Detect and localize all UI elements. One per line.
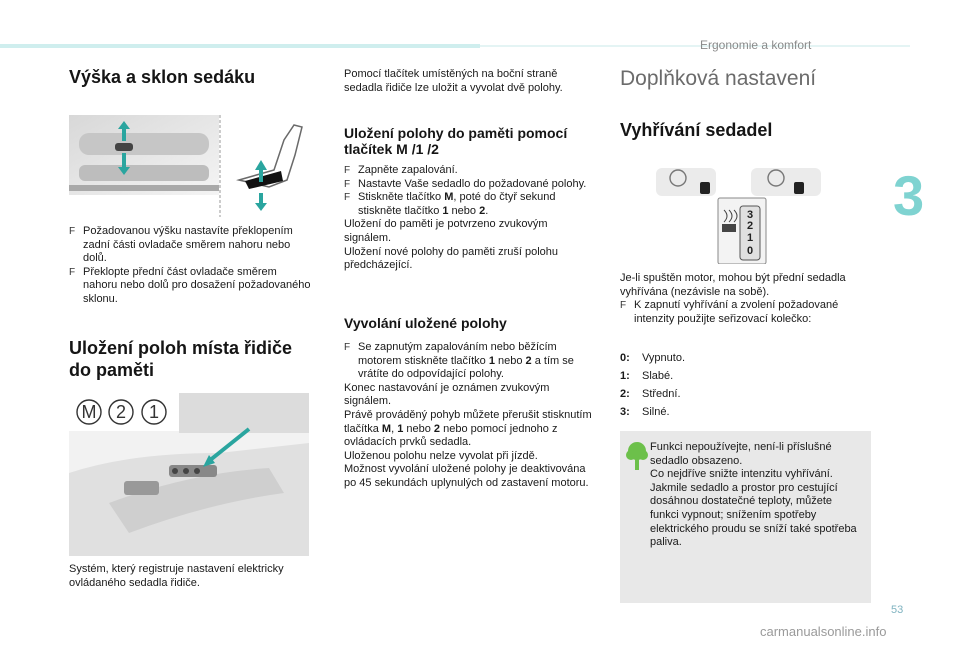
recall-instructions [344, 341, 599, 491]
heating-levels-list [620, 349, 685, 421]
seat-heating-illustration [656, 160, 828, 264]
memory-2-button-label: 2 [115, 402, 127, 422]
seat-adjust-illustration [69, 115, 309, 217]
title-memory: Uložení poloh místa řidiče do paměti [69, 338, 293, 380]
seat-height-instructions [69, 225, 314, 307]
memory-intro: Pomocí tlačítek umístěných na boční straně sedadla řidiče lze uložit a vyvolat dvě polohy. [344, 68, 563, 94]
memory-m-button-label: M [81, 402, 97, 422]
store-instructions [344, 164, 594, 273]
tree-icon [626, 441, 648, 471]
list-item: F Nastavte Vaše sedadlo do požadované polohy. [344, 178, 594, 192]
level-row: 3: Silné. [620, 406, 670, 418]
list-item: F Zapněte zapalování. [344, 164, 594, 178]
paragraph: Právě prováděný pohyb můžete přerušit stisknutím tlačítka M, 1 nebo 2 nebo pomocí jednoho z ovládacích prvků sedadla. [344, 408, 592, 449]
subtitle-recall-position: Vyvolání uložené polohy [344, 315, 507, 331]
level-row: 0: Vypnuto. [620, 352, 686, 364]
title-seat-heating: Vyhřívání sedadel [620, 120, 773, 140]
section-header: Ergonomie a komfort [700, 38, 812, 52]
list-item: F Požadovanou výšku nastavíte překlopením zadní části ovladače směrem nahoru nebo dolů. [69, 225, 314, 266]
eco-tip-text: Funkci nepoužívejte, není-li příslušné sedadlo obsazeno. Co nejdříve snižte intenzitu vyhřívání. Jakmile sedadlo a prostor pro cestující dosáhnou dostatečné teploty, můžete funkci vypnout; snížením spotřeby elektrického proudu se sníží také spotřeba paliva. [650, 441, 857, 549]
dial-level-2: 2 [746, 220, 754, 232]
memory-caption: Systém, který registruje nastavení elektricky ovládaného sedadla řidiče. [69, 563, 284, 589]
level-row: 1: Slabé. [620, 370, 674, 382]
paragraph: Uložení do paměti je potvrzeno zvukovým signálem. [344, 218, 548, 244]
paragraph: Uložení nové polohy do paměti zruší polohu předcházející. [344, 245, 559, 272]
title-seat-height: Výška a sklon sedáku [69, 67, 256, 87]
paragraph: Možnost vyvolání uložené polohy je deaktivována po 45 sekundách uplynulých od zastavení motoru. [344, 463, 589, 489]
list-item: F Překlopte přední část ovladače směrem nahoru nebo dolů pro dosažení požadovaného sklonu. [69, 266, 314, 307]
dial-level-0: 0 [746, 245, 754, 257]
paragraph: Je-li spuštěn motor, mohou být přední sedadla vyhřívána (nezávisle na sobě). [620, 272, 846, 298]
page-number: 53 [891, 604, 904, 616]
memory-buttons-illustration [69, 393, 309, 556]
paragraph: Uloženou polohu nelze vyvolat při jízdě. [344, 449, 538, 462]
list-item: F Se zapnutým zapalováním nebo běžícím motorem stiskněte tlačítko 1 nebo 2 a tím se vrátíte do odpovídající polohy. [344, 341, 599, 382]
dial-level-1: 1 [746, 232, 754, 244]
memory-1-button-label: 1 [148, 402, 160, 422]
list-item: F K zapnutí vyhřívání a zvolení požadované intenzity použijte seřizovací kolečko: [620, 299, 875, 326]
eco-tip-box [620, 431, 871, 603]
list-item: F Stiskněte tlačítko M, poté do čtyř sekund stiskněte tlačítko 1 nebo 2. [344, 191, 594, 218]
chapter-number: 3 [893, 164, 925, 227]
header-bar-line [480, 45, 910, 47]
title-additional-settings: Doplňková nastavení [620, 67, 817, 90]
paragraph: Konec nastavování je oznámen zvukovým signálem. [344, 381, 550, 408]
level-row: 2: Střední. [620, 388, 681, 400]
subtitle-store-position: Uložení polohy do paměti pomocí tlačítek M /1 /2 [344, 125, 568, 158]
watermark: carmanualsonline.info [760, 624, 887, 639]
heating-instructions [620, 272, 875, 326]
header-bar [0, 44, 480, 48]
dial-level-3: 3 [746, 209, 754, 221]
